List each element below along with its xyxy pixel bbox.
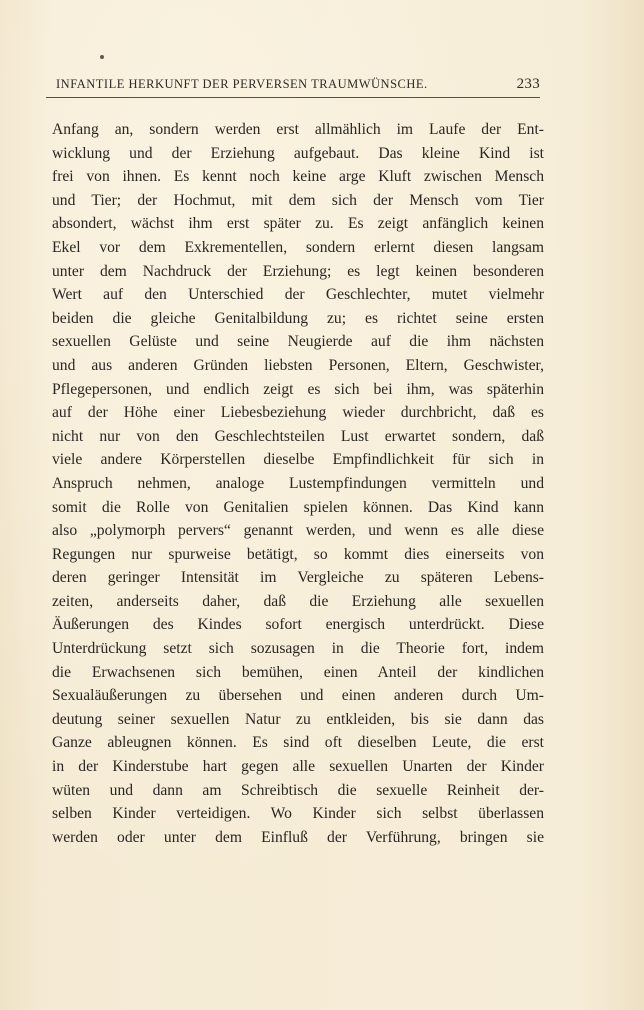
text-line: auf der Höhe einer Liebesbeziehung wieder durchbricht, daß es	[52, 404, 544, 422]
header-rule	[46, 97, 540, 98]
text-line: in der Kinderstube hart gegen alle sexuellen Unarten der Kinder	[52, 758, 544, 776]
text-line: Ganze ableugnen können. Es sind oft dieselben Leute, die erst	[52, 734, 544, 752]
running-head	[48, 76, 544, 98]
text-line: absondert, wächst ihm erst später zu. Es zeigt anfänglich keinen	[52, 215, 544, 233]
text-line: Anspruch nehmen, analoge Lustempfindungen vermitteln und	[52, 474, 544, 492]
text-line: beiden die gleiche Genitalbildung zu; es richtet seine ersten	[52, 309, 544, 327]
text-line: die Erwachsenen sich bemühen, einen Anteil der kindlichen	[52, 663, 544, 681]
text-line: zeiten, anderseits daher, daß die Erziehung alle sexuellen	[52, 592, 544, 610]
text-line: also „polymorph pervers“ genannt werden, und wenn es alle diese	[52, 522, 544, 540]
text-line: frei von ihnen. Es kennt noch keine arge Kluft zwischen Mensch	[52, 168, 544, 186]
body-text	[52, 118, 544, 849]
text-line: wüten und dann am Schreibtisch die sexuelle Reinheit der-	[52, 781, 544, 799]
text-line: Unterdrückung setzt sich sozusagen in die Theorie fort, indem	[52, 640, 544, 658]
text-line: und aus anderen Gründen liebsten Personen, Eltern, Geschwister,	[52, 356, 544, 374]
running-head-title: INFANTILE HERKUNFT DER PERVERSEN TRAUMWÜNSCHE.	[56, 77, 428, 91]
page-number: 233	[516, 76, 540, 92]
text-line: Wert auf den Unterschied der Geschlechter, mutet vielmehr	[52, 286, 544, 304]
text-line: deren geringer Intensität im Vergleiche zu späteren Lebens-	[52, 569, 544, 587]
text-line: wicklung und der Erziehung aufgebaut. Das kleine Kind ist	[52, 144, 544, 162]
text-line: Pflegepersonen, und endlich zeigt es sich bei ihm, was späterhin	[52, 380, 544, 398]
text-line: werden oder unter dem Einfluß der Verführung, bringen sie	[52, 828, 544, 846]
text-line: Ekel vor dem Exkrementellen, sondern erlernt diesen langsam	[52, 238, 544, 256]
text-line: unter dem Nachdruck der Erziehung; es legt keinen besonderen	[52, 262, 544, 280]
text-line: Sexualäußerungen zu übersehen und einen anderen durch Um-	[52, 687, 544, 705]
ink-speck	[100, 55, 104, 59]
text-line: somit die Rolle von Genitalien spielen können. Das Kind kann	[52, 498, 544, 516]
text-line: sexuellen Gelüste und seine Neugierde auf die ihm nächsten	[52, 333, 544, 351]
text-line: nicht nur von den Geschlechtsteilen Lust erwartet sondern, daß	[52, 427, 544, 445]
text-line: deutung seiner sexuellen Natur zu entkleiden, bis sie dann das	[52, 710, 544, 728]
text-line: und Tier; der Hochmut, mit dem sich der Mensch vom Tier	[52, 191, 544, 209]
text-line: Regungen nur spurweise betätigt, so kommt dies einerseits von	[52, 545, 544, 563]
text-line: Äußerungen des Kindes sofort energisch unterdrückt. Diese	[52, 616, 544, 634]
text-line: selben Kinder verteidigen. Wo Kinder sich selbst überlassen	[52, 805, 544, 823]
text-line: viele andere Körperstellen dieselbe Empfindlichkeit für sich in	[52, 451, 544, 469]
text-line: Anfang an, sondern werden erst allmählich im Laufe der Ent-	[52, 121, 544, 138]
